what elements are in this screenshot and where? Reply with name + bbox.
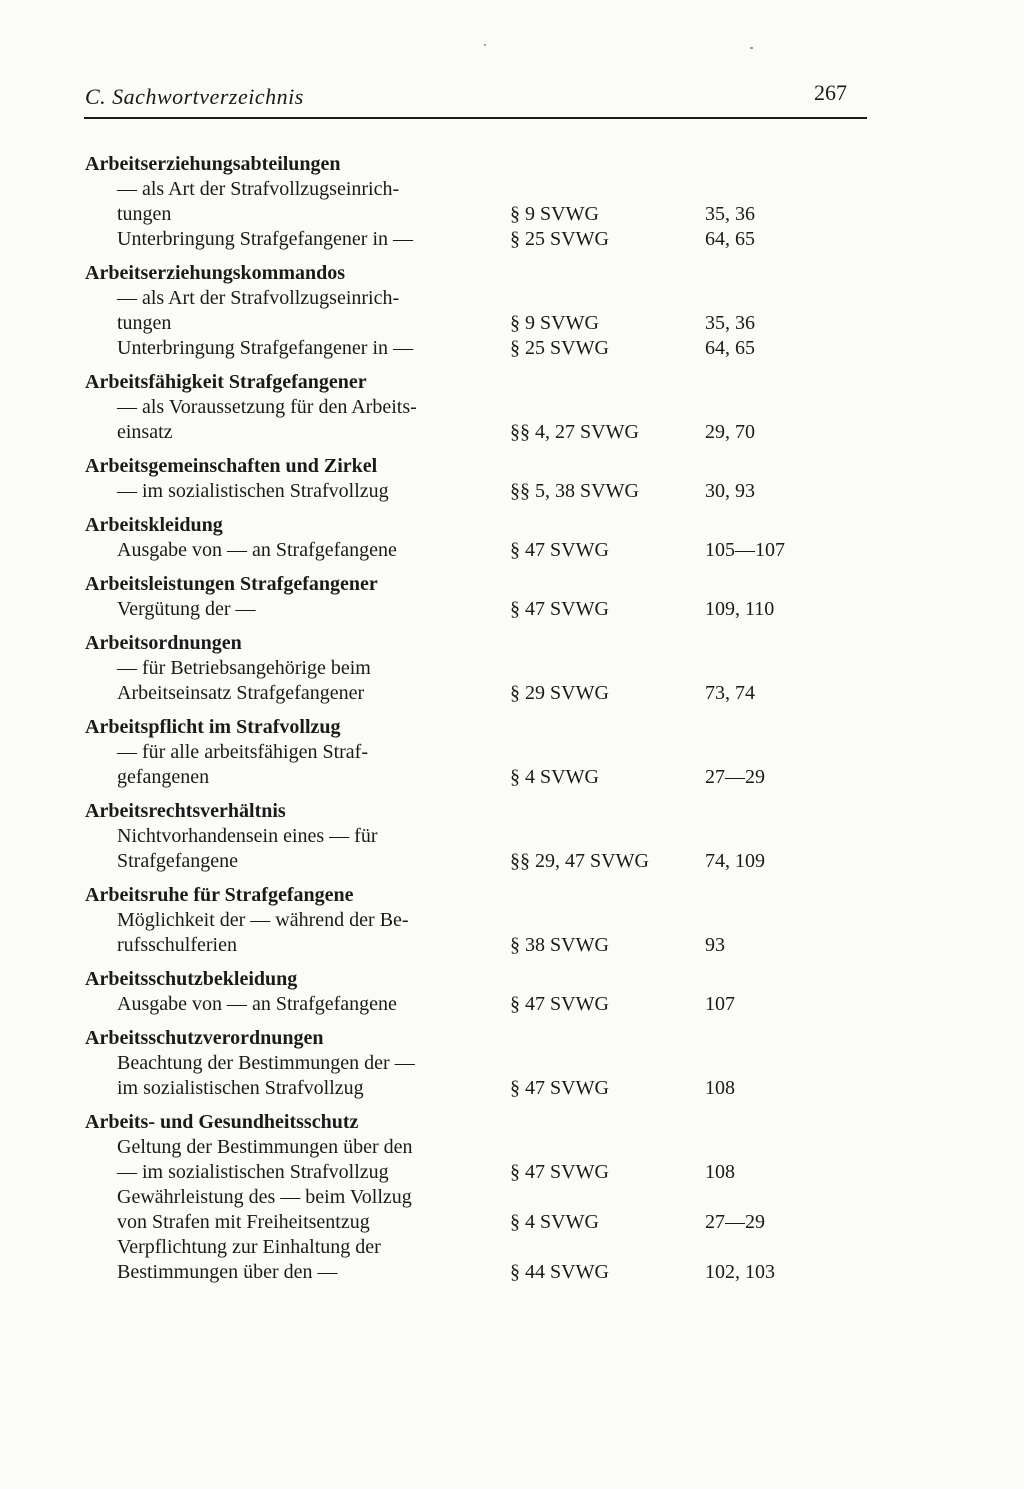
sub-entry-line: — im sozialistischen Strafvollzug	[117, 1161, 389, 1183]
legal-reference: § 44 SVWG	[510, 1261, 609, 1283]
sub-entry-line: — als Art der Strafvollzugseinrich-	[117, 178, 400, 200]
sub-entry-line: tungen	[117, 312, 172, 334]
entry-heading: Arbeitsleistungen Strafgefangener	[85, 573, 378, 595]
entry-heading: Arbeitsgemeinschaften und Zirkel	[85, 455, 378, 477]
legal-reference: § 38 SVWG	[510, 934, 609, 956]
page-references: 107	[705, 993, 735, 1015]
legal-reference: § 47 SVWG	[510, 1161, 609, 1183]
sub-entry-line: — als Voraussetzung für den Arbeits-	[117, 396, 417, 418]
legal-reference: §§ 5, 38 SVWG	[510, 480, 639, 502]
index-entry	[85, 799, 845, 874]
index-entry	[85, 261, 845, 361]
sub-entry-text	[85, 908, 510, 958]
sub-entry	[85, 824, 845, 874]
index-entry	[85, 513, 845, 563]
sub-entry	[85, 740, 845, 790]
sub-entry-text	[85, 992, 510, 1017]
sub-entry-line: — als Art der Strafvollzugseinrich-	[117, 287, 400, 309]
sub-entry-text	[85, 177, 510, 227]
index-entry	[85, 152, 845, 252]
sub-entry	[85, 395, 845, 445]
scan-speck	[484, 44, 486, 46]
scan-speck	[750, 47, 753, 49]
sub-entry-line: Verpflichtung zur Einhaltung der	[117, 1236, 381, 1258]
entry-heading: Arbeitsschutzbekleidung	[85, 968, 298, 990]
legal-reference: § 9 SVWG	[510, 203, 599, 225]
entry-heading: Arbeits- und Gesundheitsschutz	[85, 1111, 359, 1133]
entry-heading: Arbeitsordnungen	[85, 632, 242, 654]
sub-entry-text	[85, 395, 510, 445]
sub-entry-line: Ausgabe von — an Strafgefangene	[117, 539, 397, 561]
sub-entry-line: Gewährleistung des — beim Vollzug	[117, 1186, 412, 1208]
sub-entry-line: — für Betriebsangehörige beim	[117, 657, 371, 679]
legal-reference: §§ 29, 47 SVWG	[510, 850, 649, 872]
sub-entry	[85, 538, 845, 563]
legal-reference: § 47 SVWG	[510, 993, 609, 1015]
sub-entry-line: einsatz	[117, 421, 173, 443]
sub-entry-text	[85, 227, 510, 252]
index-entry	[85, 1026, 845, 1101]
entry-heading: Arbeitspflicht im Strafvollzug	[85, 716, 341, 738]
page-references: 109, 110	[705, 598, 775, 620]
page-references: 93	[705, 934, 725, 956]
entry-heading: Arbeitsruhe für Strafgefangene	[85, 884, 354, 906]
legal-reference: § 47 SVWG	[510, 539, 609, 561]
page-references: 35, 36	[705, 203, 755, 225]
sub-entry	[85, 286, 845, 336]
legal-reference: § 25 SVWG	[510, 228, 609, 250]
sub-entry-line: tungen	[117, 203, 172, 225]
sub-entry-line: Ausgabe von — an Strafgefangene	[117, 993, 397, 1015]
index-entry	[85, 370, 845, 445]
sub-entry-line: Vergütung der —	[117, 598, 256, 620]
sub-entry	[85, 1235, 845, 1285]
legal-reference: § 25 SVWG	[510, 337, 609, 359]
sub-entry-line: — im sozialistischen Strafvollzug	[117, 480, 389, 502]
index-entry	[85, 631, 845, 706]
sub-entry	[85, 656, 845, 706]
sub-entry	[85, 177, 845, 227]
index-entry	[85, 454, 845, 504]
sub-entry-line: Beachtung der Bestimmungen der —	[117, 1052, 415, 1074]
legal-reference: § 4 SVWG	[510, 766, 599, 788]
page-references: 30, 93	[705, 480, 755, 502]
page-references: 29, 70	[705, 421, 755, 443]
entry-heading: Arbeitsrechtsverhältnis	[85, 800, 286, 822]
index-entry	[85, 1110, 845, 1285]
index-list	[85, 152, 845, 1294]
sub-entry	[85, 1135, 845, 1185]
entry-heading: Arbeitserziehungskommandos	[85, 262, 346, 284]
index-entry	[85, 883, 845, 958]
page-references: 27—29	[705, 1211, 765, 1233]
index-entry	[85, 572, 845, 622]
sub-entry	[85, 992, 845, 1017]
sub-entry-line: Bestimmungen über den —	[117, 1261, 338, 1283]
sub-entry-text	[85, 538, 510, 563]
header-rule	[84, 117, 867, 119]
sub-entry-line: im sozialistischen Strafvollzug	[117, 1077, 364, 1099]
page-references: 108	[705, 1077, 735, 1099]
legal-reference: §§ 4, 27 SVWG	[510, 421, 639, 443]
entry-heading: Arbeitsschutzverordnungen	[85, 1027, 324, 1049]
sub-entry-line: — für alle arbeitsfähigen Straf-	[117, 741, 369, 763]
sub-entry	[85, 336, 845, 361]
sub-entry	[85, 908, 845, 958]
index-entry	[85, 967, 845, 1017]
sub-entry-text	[85, 1135, 510, 1185]
page-references: 35, 36	[705, 312, 755, 334]
page-references: 64, 65	[705, 228, 755, 250]
legal-reference: § 29 SVWG	[510, 682, 609, 704]
legal-reference: § 9 SVWG	[510, 312, 599, 334]
page-references: 73, 74	[705, 682, 755, 704]
sub-entry-line: Möglichkeit der — während der Be-	[117, 909, 409, 931]
sub-entry-text	[85, 479, 510, 504]
sub-entry-line: Nichtvorhandensein eines — für	[117, 825, 378, 847]
running-head: C. Sachwortverzeichnis	[85, 84, 304, 109]
sub-entry-text	[85, 597, 510, 622]
index-entry	[85, 715, 845, 790]
entry-heading: Arbeitsfähigkeit Strafgefangener	[85, 371, 367, 393]
sub-entry-line: Unterbringung Strafgefangener in —	[117, 228, 414, 250]
sub-entry-text	[85, 1235, 510, 1285]
page-references: 27—29	[705, 766, 765, 788]
entry-heading: Arbeitskleidung	[85, 514, 223, 536]
sub-entry-line: gefangenen	[117, 766, 210, 788]
sub-entry	[85, 1051, 845, 1101]
sub-entry-line: rufsschulferien	[117, 934, 237, 956]
sub-entry-text	[85, 656, 510, 706]
sub-entry-line: Arbeitseinsatz Strafgefangener	[117, 682, 365, 704]
page-number: 267	[814, 80, 847, 105]
sub-entry	[85, 1185, 845, 1235]
sub-entry-text	[85, 286, 510, 336]
sub-entry-line: Geltung der Bestimmungen über den	[117, 1136, 413, 1158]
sub-entry-line: Unterbringung Strafgefangener in —	[117, 337, 414, 359]
page-references: 74, 109	[705, 850, 765, 872]
sub-entry	[85, 479, 845, 504]
sub-entry	[85, 227, 845, 252]
sub-entry-line: von Strafen mit Freiheitsentzug	[117, 1211, 370, 1233]
legal-reference: § 4 SVWG	[510, 1211, 599, 1233]
legal-reference: § 47 SVWG	[510, 1077, 609, 1099]
entry-heading: Arbeitserziehungsabteilungen	[85, 153, 341, 175]
sub-entry-text	[85, 1051, 510, 1101]
page-references: 108	[705, 1161, 735, 1183]
sub-entry-text	[85, 824, 510, 874]
sub-entry-text	[85, 740, 510, 790]
sub-entry-line: Strafgefangene	[117, 850, 239, 872]
sub-entry-text	[85, 1185, 510, 1235]
page-references: 105—107	[705, 539, 785, 561]
page-references: 102, 103	[705, 1261, 775, 1283]
legal-reference: § 47 SVWG	[510, 598, 609, 620]
sub-entry	[85, 597, 845, 622]
page-references: 64, 65	[705, 337, 755, 359]
sub-entry-text	[85, 336, 510, 361]
